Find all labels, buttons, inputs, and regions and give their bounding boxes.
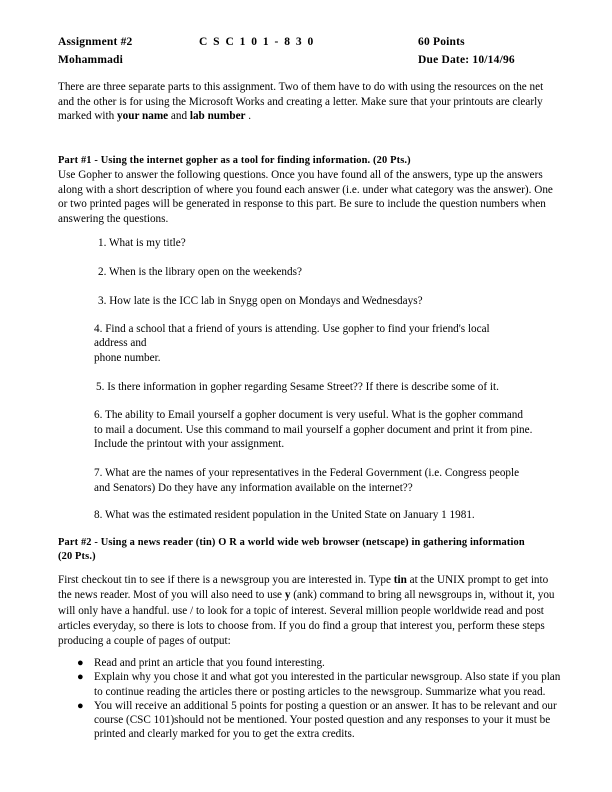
list-item [58,670,568,699]
list-item [58,699,568,742]
intro-bold-name: your name [117,110,169,123]
question-4: 4. Find a school that a friend of yours is attending. Use gopher to find your friend's local address and [94,323,490,350]
cmd-y: y [284,589,291,602]
list-item-text: You will receive an additional 5 points for posting a question or an answer. It has to be relevant and our course (CSC 101)should not be mentioned. Your posted question and any responses to your it must be printed and clearly marked for you to get the extra credits. [94,699,557,741]
part2-text-2: at the UNIX prompt to get into the news reader. Most of you will also need to use [58,574,549,602]
question-5: 5. Is there information in gopher regarding Sesame Street?? If there is describe some of it. [96,381,499,393]
list-item-text: Read and print an article that you found interesting. [94,657,325,669]
intro-bold-lab: lab number [189,110,246,123]
due-date: Due Date: 10/14/96 [418,54,515,66]
intro-text-mid: and [168,110,190,123]
instructor-name: Mohammadi [58,54,124,66]
part2-body [58,573,558,649]
question-2: 2. When is the library open on the weekends? [98,266,302,278]
list-item [58,656,568,670]
bullet-icon: ● [77,671,84,684]
question-6: 6. The ability to Email yourself a gopher document is very useful. What is the gopher command to mail a document. Use this command to mail yourself a gopher document and print it from pine. Include the printout with your assignment. [94,409,533,451]
question-8: 8. What was the estimated resident population in the United State on January 1 1981. [94,509,475,521]
part2-text-1: First checkout tin to see if there is a newsgroup you are interested in. Type [58,574,394,586]
question-7: 7. What are the names of your representatives in the Federal Government (i.e. Congress people and Senators) Do they have any information available on the internet?? [94,467,520,494]
bullet-icon: ● [77,657,84,669]
course-code: C S C 1 0 1 - 8 3 0 [199,36,315,48]
steps-list [58,656,568,742]
intro-text: There are three separate parts to this assignment. Two of them have to do with using the resources on the net and the other is for using the Microsoft Works and creating a letter. Make sure that your printouts are clearly marked with [58,81,544,123]
points-total: 60 Points [418,36,465,48]
intro-text-end: . [245,110,252,123]
part2-title: Part #2 - Using a news reader (tin) O R a world wide web browser (netscape) in gathering information (20 Pts.) [58,537,525,562]
cmd-tin: tin [393,574,407,586]
part1-title: Part #1 - Using the internet gopher as a tool for finding information. (20 Pts.) [58,155,411,166]
part2-text-3: (ank) command to bring all newsgroups in, without it, you will only have a handful. use / to look for a topic of interest. Several million people worldwide read and post articles everyday, so there is lots to choose from. If you do find a group that interest you, perform these steps producing a couple of pages of output: [58,589,555,648]
assignment-number: Assignment #2 [58,36,133,48]
question-4-cont: phone number. [94,352,161,364]
intro-paragraph [58,80,558,124]
question-3: 3. How late is the ICC lab in Snygg open on Mondays and Wednesdays? [98,295,423,307]
bullet-icon: ● [77,699,84,712]
part1-body: Use Gopher to answer the following questions. Once you have found all of the answers, type up the answers along with a short description of where you found each answer (i.e. under what category was the answer). One or two printed pages will be generated in response to this part. Be sure to include the question numbers when answering the questions. [58,169,553,225]
list-item-text: Explain why you chose it and what got you interested in the particular newsgroup. Also state if you plan to continue reading the articles there or posting articles to the newsgroup. Summarize what you read. [94,671,561,698]
question-1: 1. What is my title? [98,237,186,249]
